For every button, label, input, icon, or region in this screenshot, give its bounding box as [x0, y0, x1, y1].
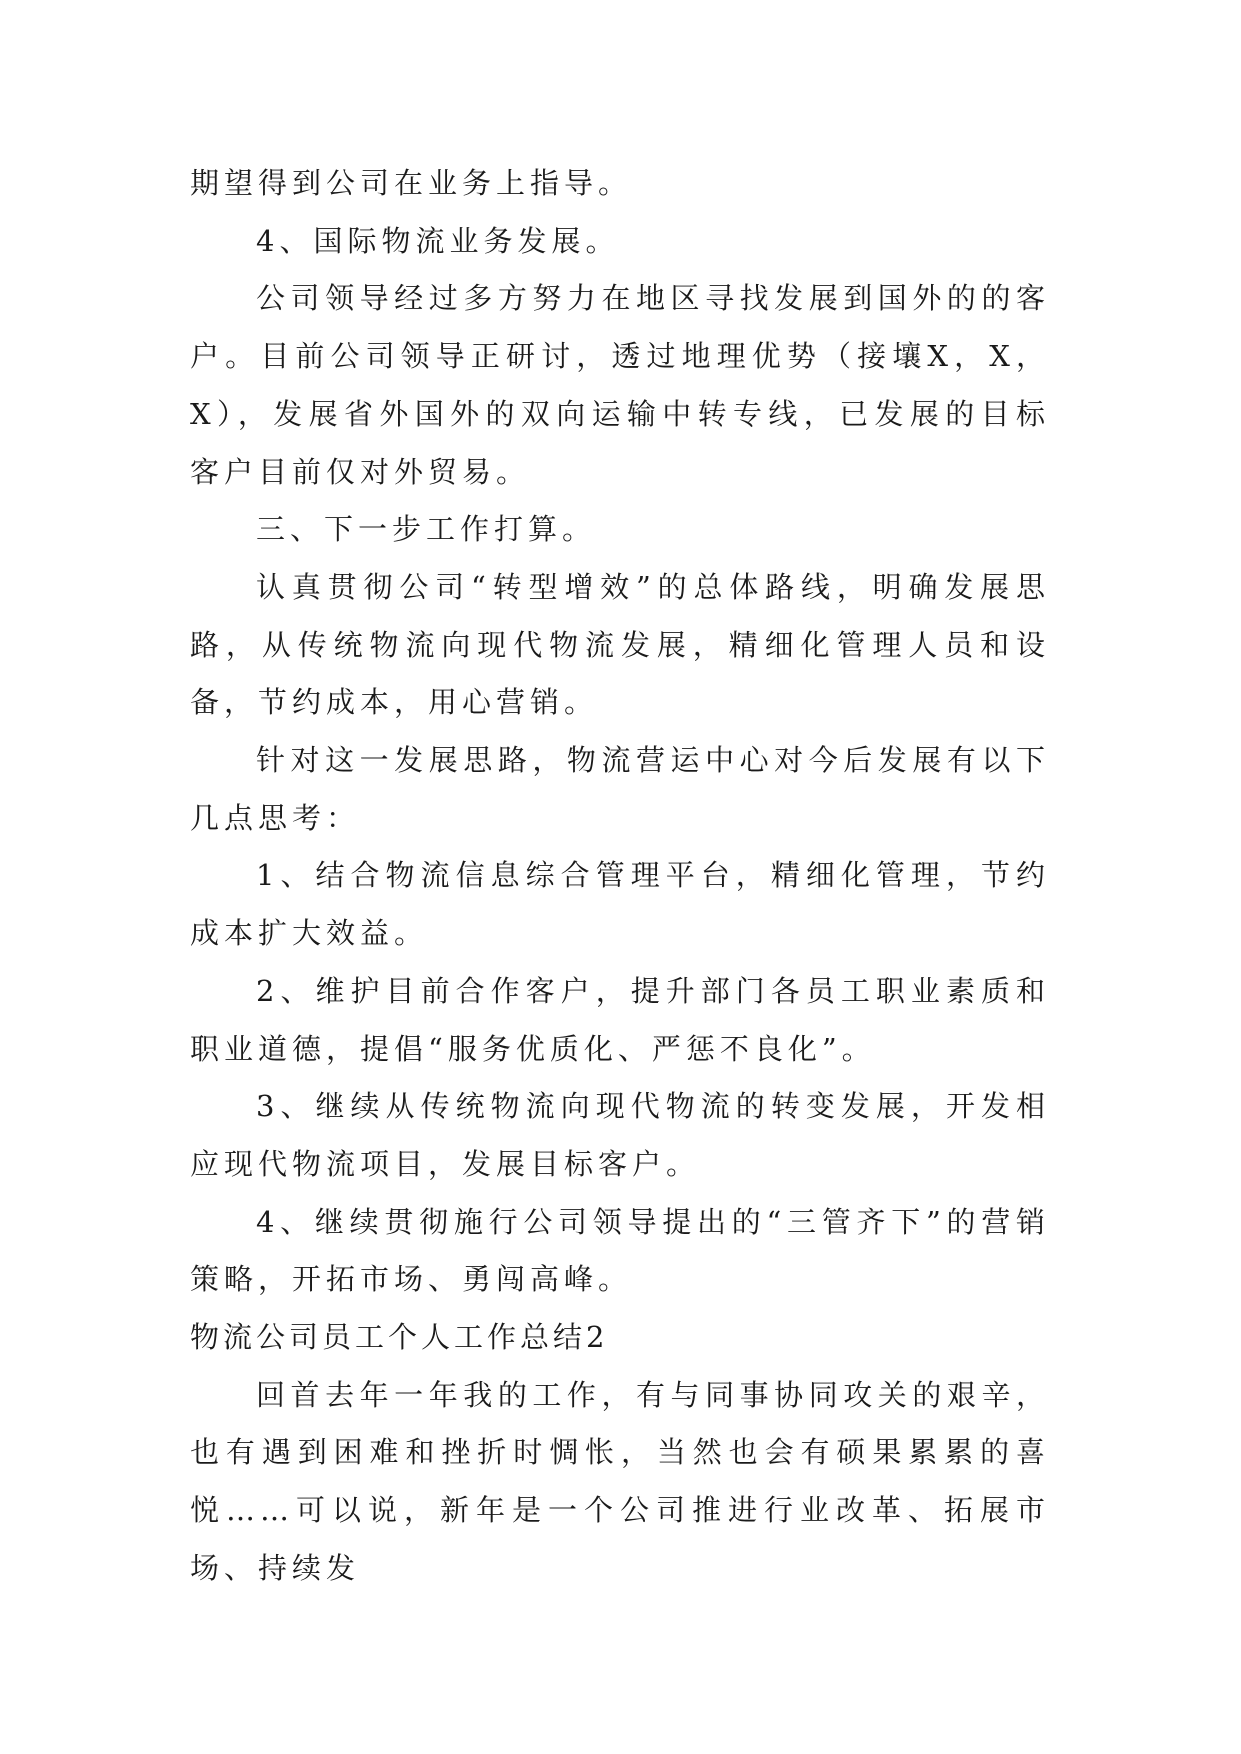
- paragraph-3: 公司领导经过多方努力在地区寻找发展到国外的的客户。目前公司领导正研讨，透过地理优势（接壤X，X，X），发展省外国外的双向运输中转专线，已发展的目标客户目前仅对外贸易。: [190, 281, 1050, 489]
- paragraph-2: 4、国际物流业务发展。: [256, 223, 620, 258]
- document-body: [190, 155, 1050, 1598]
- paragraph-10: 4、继续贯彻施行公司领导提出的“三管齐下”的营销策略，开拓市场、勇闯高峰。: [190, 1204, 1050, 1297]
- paragraph-9: 3、继续从传统物流向现代物流的转变发展，开发相应现代物流项目，发展目标客户。: [190, 1089, 1050, 1181]
- paragraph-12: 回首去年一年我的工作，有与同事协同攻关的艰辛，也有遇到困难和挫折时惆怅，当然也会有硕果累累的喜悦……可以说，新年是一个公司推进行业改革、拓展市场、持续发: [190, 1377, 1050, 1585]
- paragraph-4: 三、下一步工作打算。: [256, 512, 597, 547]
- paragraph-5: 认真贯彻公司“转型增效”的总体路线，明确发展思路，从传统物流向现代物流发展，精细化管理人员和设备，节约成本，用心营销。: [190, 569, 1050, 720]
- section-heading: 物流公司员工个人工作总结2: [190, 1320, 609, 1355]
- paragraph-8: 2、维护目前合作客户，提升部门各员工职业素质和职业道德，提倡“服务优质化、严惩不良化”。: [190, 973, 1050, 1066]
- paragraph-1: 期望得到公司在业务上指导。: [190, 166, 633, 200]
- paragraph-7: 1、结合物流信息综合管理平台，精细化管理，节约成本扩大效益。: [190, 858, 1050, 951]
- paragraph-6: 针对这一发展思路，物流营运中心对今后发展有以下几点思考：: [190, 743, 1050, 835]
